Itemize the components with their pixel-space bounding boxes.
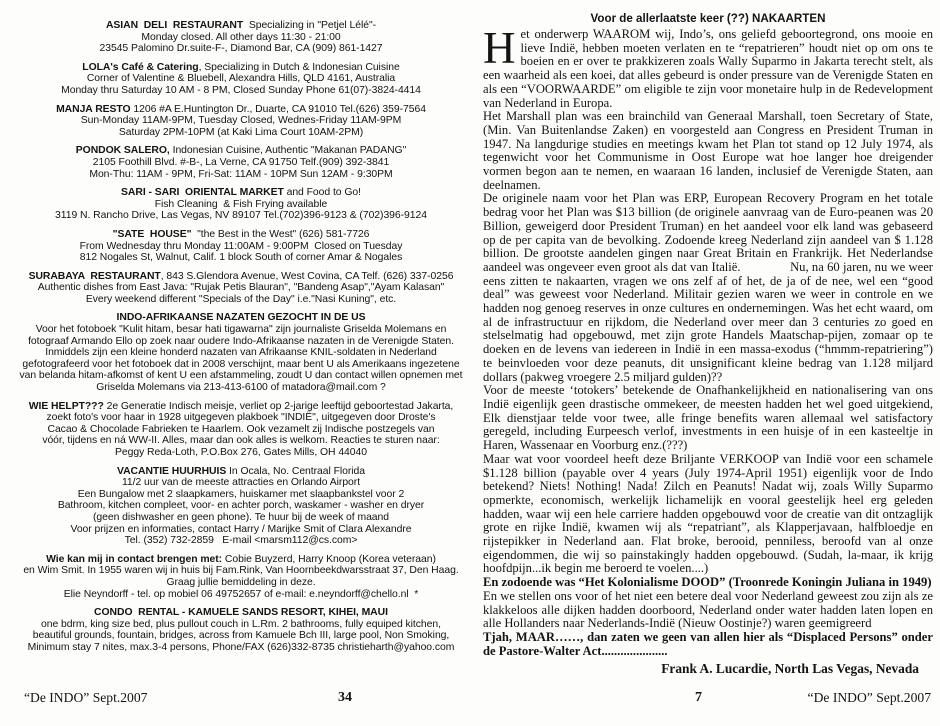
ad-line (14, 535, 468, 547)
ad-text: vóór, tijdens en ná WW-II. Alles, maar dan ook alles is welkom. Reacties te sturen naar: (42, 435, 440, 447)
ad-line (14, 104, 468, 116)
ad-text-bold: VACANTIE HUURHUIS (116, 465, 227, 477)
ad-text: , 843 S.Glendora Avenue, West Covina, CA Telf. (626) 337-0256 (160, 270, 454, 282)
ad-text: Fish Cleaning & Fish Frying available (154, 198, 328, 210)
ad-line (14, 435, 468, 447)
ad-line (14, 447, 468, 459)
article-body (483, 23, 933, 658)
ad-text: en Wim Smit. In 1955 waren wij in huis bij Fam.Rink, Van Hoornbeekdwarsstraat 37, Den Haag. (23, 565, 459, 577)
footer-page-number-right: 7 (695, 690, 702, 705)
ad-text: 23545 Palomino Dr.suite-F-, Diamond Bar, CA (909) 861-1427 (99, 43, 383, 55)
ad-line (14, 85, 468, 97)
classified-ad-vacantie-huurhuis (14, 466, 468, 547)
ad-line (14, 347, 468, 359)
ad-text: van belanda hitam-afkomst of kent U een afstammeling, zoudt U dan contact willen opnemen met (19, 370, 463, 382)
ad-line (14, 312, 468, 324)
ad-text: Corner of Valentine & Bluebell, Alexandra Hills, QLD 4161, Australia (86, 73, 396, 85)
ad-line (14, 199, 468, 211)
ad-line (14, 524, 468, 536)
ad-text: Bathroom, kitchen compleet, voor- en achter porch, waskamer - washer en dryer (57, 500, 425, 512)
left-page (14, 20, 468, 661)
ad-text: Voor prijzen en informaties, contact Harry / Marijke Smit of Clara Alexandre (70, 523, 412, 535)
ad-line (14, 324, 468, 336)
ad-line (14, 43, 468, 55)
ad-text-bold: WIE HELPT??? (28, 400, 104, 412)
ad-text: (geen dishwasher en geen phone). Te huur bij de week of maand (93, 511, 389, 523)
ad-text: Voor het fotoboek "Kulit hitam, besar hati tigawarna" zijn journaliste Griselda Molemans en (35, 324, 447, 336)
ad-text: Elie Neyndorff - tel. op mobiel 06 49752657 of e-mail: e.neyndorff@chello.nl * (63, 588, 419, 600)
ad-line (14, 127, 468, 139)
ad-text-bold: PONDOK SALERO, (75, 145, 170, 157)
classified-ad-asian-deli-restaurant (14, 20, 468, 55)
ad-line (14, 252, 468, 264)
article-paragraph-5: Maar wat voor voordeel heeft deze Briljante VERKOOP van Indië voor een schamele $1.128 billion (payable over 4 years (July 1974-April 1951) eigenlijk voor de Indo betekend? Niets! Nothing! Nada! Zilch en Peanuts! Nadat wij, zoals Willy Suparmo opmerkte, economisch, werkelijk lichamelijk en vooral geestelijk heel erg geleden hadden, waar wij een hele carriere hadden opgebouwd voor de creatie van dit ontzaglijk grote en rijke Indië, kwamen wij als “repatriant”, als Klapperjavaan, halfbloedje en rijstepikker in Nederland aan. Flat broke, berooid, penniless, beroofd van al onze eigendommen, die wij so painstakingly hadden opgebouwd. (Sudah, la-maar, ik krijg hoofdpijn...ik begin me beroerd te voelen....) (483, 451, 933, 576)
classified-ad-sari-sari-oriental-market (14, 187, 468, 222)
article-paragraph-3: De originele naam voor het Plan was ERP, European Recovery Program en het totale bedrag voor het Plan was $13 billion (de originele aanvraag van de Euro-peanen was 20 Billion, geweigerd door President Truman) en het aandeel voor elk land was gebaseerd op de per capita van de bevolking. Zodoende kreeg Nederland zijn aandeel van $ 1.128 billion. De grootste aandelen gingen naar Great Britain en Frankrijk. Het Nederlandse aandeel was ongeveer even groot als dat van Italië. Nu, na 60 jaren, nu we weer eens zitten te nakaarten, vragen we ons zelf af of het, de ja of de nee, wel een “good deal” was geweest voor Nederland. Militair gezien waren we weer in controle en we hadden nog genoeg reserves in onze cultures en ondernemingen. Was het echt waard, om al de infrastructuur en rijkdom, die Nederland over meer dan 3 centuries zo goed en stelselmatig had opgebouwd, met zijn grote Handels Maatschap-pijen, zomaar op te doeken en de levens van iedereen in Indië in een massa-exodus (“hmmm-repatriering”) te beinvloeden voor deze peanuts, dit unsignificant kleine bedrag van 1.128 miljard dollars (pakweg vroegere 2.5 miljard gulden)?? (483, 191, 933, 384)
ad-line (14, 412, 468, 424)
ad-text: Griselda Molemans via 213-413-6100 of matadora@mail.com ? (96, 382, 386, 394)
ad-text: Specializing in "Petjel Lélé"- (243, 20, 377, 31)
ad-text: 2105 Foothill Blvd. #-B-, La Verne, CA 91750 Telf.(909) 392-3841 (92, 156, 390, 168)
article-paragraph-8: Tjah, MAAR……, dan zaten we geen van allen hier als “Displaced Persons” onder de Pastore-Walter Act..................... (483, 629, 933, 658)
article-paragraph-4: Voor de meeste ‘totokers’ betekende de Onafhankelijkheid en nationalisering van ons Indië eigenlijk geen drastische ommekeer, de meesten hadden het wel goed uitgekiend, Elk dienstjaar telde voor twee, alle fringe benefits waren allemaal wel satisfactory geregeld, including Eurpeesch verlof, investments in een huisje of in een kasteeltje in Haren, Wassenaar en Voorburg enz.(???) (483, 383, 933, 453)
ad-line (14, 359, 468, 371)
ad-text: In Ocala, No. Centraal Florida (226, 465, 365, 477)
ad-text: From Wednesday thru Monday 11:00AM - 9:00PM Closed on Tuesday (79, 240, 403, 252)
footer-page-number-left: 34 (338, 690, 352, 705)
ad-line (14, 336, 468, 348)
ad-text: Cobie Buyzerd, Harry Knoop (Korea veteraan) (222, 553, 436, 565)
ad-line (14, 565, 468, 577)
footer-journal-right: “De INDO” Sept.2007 (807, 690, 931, 705)
ad-line (14, 187, 468, 199)
ad-text: Mon-Thu: 11AM - 9PM, Fri-Sat: 11AM - 10PM Sun 12AM - 9:30PM (89, 168, 393, 180)
ad-line (14, 607, 468, 619)
ad-line (14, 294, 468, 306)
right-page (483, 12, 933, 676)
ad-line (14, 619, 468, 631)
ad-text: Inmiddels zijn een kleine honderd nazaten van Afrikaanse KNIL-soldaten in Nederland (45, 347, 437, 359)
ad-text: zoekt foto's voor haar in 1928 uitgegeven plakboek "INDIË", uitgegeven door Droste's (46, 412, 436, 424)
article-paragraph-2: Het Marshall plan was een brainchild van Generaal Marshall, toen Secretary of State, (Min. Van Buitenlandse Zaken) en voorgesteld aan Congress en President Truman in 1947. Na langdurige studies en meetings kwam het Plan tot stand op 12 July 1974, als tegenwicht voor het Communisme in Oost Europe wat hoe langer hoe dreigender vormen begon aan te nemen, en waaraan 16 landen, inclusief de Verenigde Staten, aan deelnamen. (483, 109, 933, 192)
ad-text: Monday closed. All other days 11:30 - 21:00 (141, 31, 341, 43)
ad-line (14, 62, 468, 74)
ad-text-bold: INDO-AFRIKAANSE NAZATEN GEZOCHT IN DE US (116, 312, 366, 324)
ad-text: Sun-Monday 11AM-9PM, Tuesday Closed, Wednes-Friday 11AM-9PM (80, 115, 402, 127)
ad-line (14, 554, 468, 566)
classified-ad-wie-helpt (14, 401, 468, 459)
classified-ad-indo-afrikaanse-nazaten (14, 312, 468, 393)
ad-text-bold: "SATE HOUSE" (112, 228, 192, 240)
ad-line (14, 489, 468, 501)
ad-line (14, 20, 468, 32)
article-paragraph-1: Het onderwerp WAAROM wij, Indo’s, ons geliefd geboortegrond, ons mooie en lieve Indië, hebben moeten verlaten en te “repatrieren” houdt niet op om ons te boeien en er over te prakkizeren zoals Wally Suparmo in Jakarta terecht stelt, als een waarheid als een koei, dat alles gebeurd is onder pressure van de Verenigde Staten en als een “VOORWAARDE” om eligible te zijn voor monetaire hulp in de Redevelopment van Nederland in Europa. (483, 23, 933, 110)
ad-text: Indonesian Cuisine, Authentic "Makanan PADANG" (169, 145, 407, 157)
ad-text: Cacao & Chocolade Fabrieken te Haarlem. Ook vezamelt zij Indische postzegels van (47, 423, 435, 435)
classified-ad-sate-house (14, 229, 468, 264)
ad-line (14, 512, 468, 524)
ad-line (14, 241, 468, 253)
ad-text: Minimum stay 7 nites, max.3-4 persons, Phone/FAX (626)332-8735 christieharth@yahoo.com (27, 641, 455, 653)
ad-text: fotograaf Armando Ello op zoek naar oudere Indo-Afrikaanse nazaten in de Verenigde Staten. (28, 335, 454, 347)
ad-text: 3119 N. Rancho Drive, Las Vegas, NV 89107 Tel.(702)396-9123 & (702)396-9124 (55, 210, 427, 222)
ad-text: "the Best in the West" (626) 581-7726 (191, 228, 370, 240)
ad-text-bold: ASIAN DELI RESTAURANT (105, 20, 244, 31)
ad-text: Een Bungalow met 2 slaapkamers, huiskamer met slaapbankstel voor 2 (77, 488, 405, 500)
ad-text: Every weekend different "Specials of the Day" i.e."Nasi Kuning", etc. (85, 293, 397, 305)
ad-line (14, 382, 468, 394)
ad-text: Peggy Reda-Loth, P.O.Box 276, Gates Mills, OH 44040 (115, 447, 367, 458)
ad-text: , Specializing in Dutch & Indonesian Cuisine (198, 61, 400, 73)
ad-line (14, 589, 468, 601)
ad-line (14, 32, 468, 44)
ad-text-bold: LOLA's Café & Catering (82, 61, 199, 73)
ad-text: 812 Nogales St, Walnut, Calif. 1 block South of corner Amar & Nogales (79, 252, 403, 264)
ad-text-bold: Wie kan mij in contact brengen met: (46, 553, 223, 565)
ad-text: 11/2 uur van de meeste attracties en Orlando Airport (121, 477, 361, 489)
ad-text: Authentic dishes from East Java: "Rujak Petis Blauran", "Bandeng Asap","Ayam Kalasan" (37, 282, 445, 294)
drop-cap: H (483, 23, 516, 73)
ad-text-bold: SARI - SARI ORIENTAL MARKET (121, 187, 284, 199)
ad-text-bold: CONDO RENTAL - KAMUELE SANDS RESORT, KIHEI, MAUI (94, 607, 388, 619)
classified-ad-lolas-cafe-catering (14, 62, 468, 97)
ad-line (14, 370, 468, 382)
ad-line (14, 169, 468, 181)
ad-line (14, 630, 468, 642)
ad-text: gefotografeerd voor het fotoboek dat in 2008 verschijnt, maar bent U als Amerikaans ingezetene (22, 358, 460, 370)
footer-journal-left: “De INDO” Sept.2007 (24, 690, 148, 705)
article-paragraph-6: En zodoende was “Het Kolonialisme DOOD” (Troonrede Koningin Juliana in 1949) (483, 575, 932, 590)
ad-line (14, 271, 468, 283)
classified-ad-surabaya-restaurant (14, 271, 468, 306)
ad-text: and Food to Go! (283, 187, 361, 199)
ad-line (14, 477, 468, 489)
ad-line (14, 115, 468, 127)
ad-text: one bdrm, king size bed, plus pullout couch in L.Rm. 2 bathrooms, fully equiped kitchen, (41, 618, 441, 630)
ad-line (14, 466, 468, 478)
ad-text: Saturday 2PM-10PM (at Kaki Lima Court 10AM-2PM) (118, 126, 364, 138)
ad-text-bold: MANJA RESTO (56, 103, 131, 115)
ad-text: Tel. (352) 732-2859 E-mail <marsm112@cs.com> (124, 535, 358, 547)
ad-line (14, 157, 468, 169)
ad-text: 2e Generatie Indisch meisje, verliet op 2-jarige leeftijd geboortestad Jakarta, (103, 400, 454, 412)
classifieds-column (14, 20, 468, 654)
ad-line (14, 229, 468, 241)
ad-line (14, 210, 468, 222)
classified-ad-wie-kan-mij-in-contact-brengen (14, 554, 468, 600)
ad-text: beautiful grounds, fountain, bridges, across from Kamuele Bch III, large pool, Non Smoking, (32, 630, 450, 642)
classified-ad-condo-rental-kamuele-sands (14, 607, 468, 653)
ad-text: Monday thru Saturday 10 AM - 8 PM, Closed Sunday Phone 61(07)-3824-4414 (61, 84, 421, 96)
article-signature: Frank A. Lucardie, North Las Vegas, Nevada (661, 661, 919, 677)
article-title: Voor de allerlaatste keer (??) NAKAARTEN (590, 12, 826, 25)
ad-text-bold: SURABAYA RESTAURANT (28, 270, 161, 282)
ad-line (14, 73, 468, 85)
ad-line (14, 500, 468, 512)
ad-line (14, 577, 468, 589)
article-paragraph-7: En we stellen ons voor of het niet een betere deal voor Nederland geweest zou zijn als ze klakkeloos alle dijken hadden doorboord, Nederland onder water hadden laten lopen en alle Hollanders naar Nederlands-Indië (Nieuw Oostinje?) waren geemigreerd (483, 588, 933, 631)
page-footer (0, 690, 940, 712)
classified-ad-manja-resto (14, 104, 468, 139)
ad-line (14, 145, 468, 157)
classified-ad-pondok-salero (14, 145, 468, 180)
ad-line (14, 401, 468, 413)
ad-line (14, 282, 468, 294)
ad-text: 1206 #A E.Huntington Dr., Duarte, CA 91010 Tel.(626) 359-7564 (130, 103, 426, 115)
ad-line (14, 642, 468, 654)
ad-text: Graag jullie bemiddeling in deze. (166, 576, 316, 588)
ad-line (14, 424, 468, 436)
